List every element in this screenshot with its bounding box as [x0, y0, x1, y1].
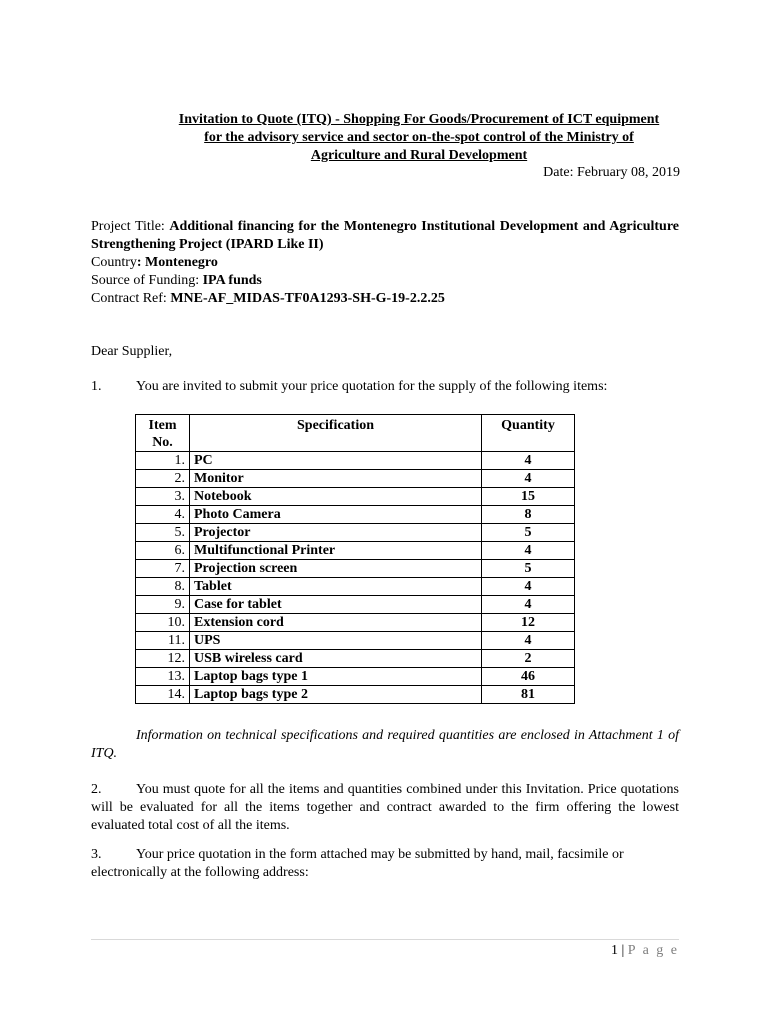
item-spec: Extension cord	[190, 614, 482, 632]
country-label: Country	[91, 255, 137, 270]
item-qty: 8	[482, 506, 575, 524]
item-qty: 4	[482, 596, 575, 614]
paragraph-1-number: 1.	[91, 379, 102, 394]
contract-value: MNE-AF_MIDAS-TF0A1293-SH-G-19-2.2.25	[170, 291, 445, 306]
header-item-no: Item No.	[136, 415, 190, 452]
table-row	[136, 668, 575, 686]
item-spec: Laptop bags type 1	[190, 668, 482, 686]
salutation: Dear Supplier,	[91, 344, 173, 359]
table-row	[136, 596, 575, 614]
item-no: 13.	[136, 668, 190, 686]
footer-separator: |	[617, 943, 628, 958]
title-line-2: for the advisory service and sector on-the-spot control of the Ministry of	[204, 130, 634, 145]
contract-label: Contract Ref:	[91, 291, 167, 306]
paragraph-2-text: You must quote for all the items and quantities combined under this Invitation. Price quotations will be evaluated for all the items together and contract awarded to the firm offering the lowest evaluated total cost of all the items.	[91, 782, 679, 833]
table-row	[136, 614, 575, 632]
item-no: 9.	[136, 596, 190, 614]
table-row	[136, 650, 575, 668]
item-qty: 2	[482, 650, 575, 668]
item-spec: Multifunctional Printer	[190, 542, 482, 560]
item-spec: Tablet	[190, 578, 482, 596]
item-spec: Projector	[190, 524, 482, 542]
item-no: 12.	[136, 650, 190, 668]
item-no: 6.	[136, 542, 190, 560]
item-no: 10.	[136, 614, 190, 632]
item-qty: 15	[482, 488, 575, 506]
item-qty: 5	[482, 524, 575, 542]
items-table	[135, 414, 575, 704]
table-row	[136, 542, 575, 560]
item-qty: 81	[482, 686, 575, 704]
table-row	[136, 488, 575, 506]
item-spec: Notebook	[190, 488, 482, 506]
country-line	[91, 254, 679, 272]
paragraph-2-number: 2.	[91, 782, 102, 797]
table-row	[136, 632, 575, 650]
item-qty: 12	[482, 614, 575, 632]
page-label: P a g e	[627, 943, 679, 958]
page-number: 1	[610, 943, 618, 958]
paragraph-3-number: 3.	[91, 847, 102, 862]
item-no: 7.	[136, 560, 190, 578]
item-qty: 4	[482, 542, 575, 560]
item-spec: Case for tablet	[190, 596, 482, 614]
item-no: 4.	[136, 506, 190, 524]
contract-line	[91, 290, 679, 308]
item-no: 5.	[136, 524, 190, 542]
item-spec: Photo Camera	[190, 506, 482, 524]
item-spec: UPS	[190, 632, 482, 650]
project-info	[91, 218, 679, 308]
item-spec: Projection screen	[190, 560, 482, 578]
item-spec: USB wireless card	[190, 650, 482, 668]
item-no: 11.	[136, 632, 190, 650]
paragraph-3	[91, 846, 679, 882]
item-no: 1.	[136, 452, 190, 470]
item-no: 2.	[136, 470, 190, 488]
title-line-3: Agriculture and Rural Development	[310, 148, 528, 163]
item-qty: 4	[482, 470, 575, 488]
item-qty: 4	[482, 452, 575, 470]
paragraph-1	[91, 379, 681, 395]
page-footer	[611, 943, 679, 959]
item-qty: 4	[482, 632, 575, 650]
item-spec: Laptop bags type 2	[190, 686, 482, 704]
paragraph-1-text: You are invited to submit your price quotation for the supply of the following items:	[136, 379, 608, 394]
table-row	[136, 470, 575, 488]
project-title-line	[91, 218, 679, 254]
header-specification: Specification	[190, 415, 482, 452]
funding-label: Source of Funding:	[91, 273, 200, 288]
item-no: 14.	[136, 686, 190, 704]
country-value: : Montenegro	[136, 255, 218, 270]
project-title-label: Project Title:	[91, 219, 165, 234]
paragraph-2	[91, 781, 679, 835]
item-no: 8.	[136, 578, 190, 596]
item-no: 3.	[136, 488, 190, 506]
paragraph-3-text: Your price quotation in the form attached may be submitted by hand, mail, facsimile or electronically at the following address:	[91, 847, 624, 880]
project-title-value: Additional financing for the Montenegro Institutional Development and Agriculture Strengthening Project (IPARD Like II)	[91, 219, 680, 252]
item-qty: 46	[482, 668, 575, 686]
item-qty: 4	[482, 578, 575, 596]
info-note: Information on technical specifications and required quantities are enclosed in Attachment 1 of ITQ.	[91, 728, 679, 761]
table-row	[136, 452, 575, 470]
table-header-row	[136, 415, 575, 452]
table-row	[136, 578, 575, 596]
table-row	[136, 524, 575, 542]
document-title	[150, 111, 688, 165]
table-row	[136, 506, 575, 524]
item-spec: Monitor	[190, 470, 482, 488]
table-row	[136, 560, 575, 578]
funding-value: IPA funds	[202, 273, 262, 288]
item-qty: 5	[482, 560, 575, 578]
title-line-1: Invitation to Quote (ITQ) - Shopping For Goods/Procurement of ICT equipment	[178, 112, 660, 127]
header-quantity: Quantity	[482, 415, 575, 452]
footer-divider	[91, 939, 679, 940]
document-date: Date: February 08, 2019	[543, 165, 680, 180]
item-spec: PC	[190, 452, 482, 470]
funding-line	[91, 272, 679, 290]
table-row	[136, 686, 575, 704]
